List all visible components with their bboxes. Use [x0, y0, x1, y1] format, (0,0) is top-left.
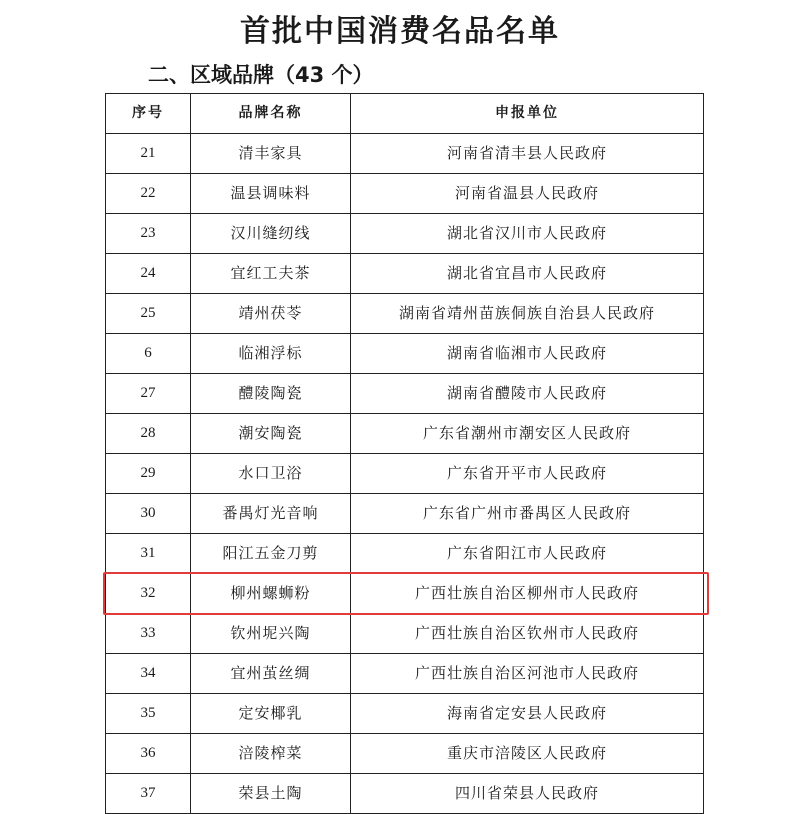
brand-name-cell: 番禺灯光音响 — [191, 494, 351, 534]
brand-name-cell: 清丰家具 — [191, 134, 351, 174]
table-row — [106, 374, 704, 414]
row-number-cell: 36 — [106, 734, 191, 774]
applicant-org-cell: 广东省开平市人民政府 — [351, 454, 704, 494]
table-row — [106, 534, 704, 574]
brand-name-cell: 潮安陶瓷 — [191, 414, 351, 454]
section-title: 二、区域品牌（43 个） — [148, 63, 374, 87]
applicant-org-cell: 广西壮族自治区河池市人民政府 — [351, 654, 704, 694]
applicant-org-cell: 湖南省临湘市人民政府 — [351, 334, 704, 374]
brand-name-cell: 宜红工夫茶 — [191, 254, 351, 294]
brand-name-cell: 柳州螺蛳粉 — [191, 574, 351, 614]
table-row — [106, 174, 704, 214]
brand-name-cell: 临湘浮标 — [191, 334, 351, 374]
applicant-org-cell: 广东省阳江市人民政府 — [351, 534, 704, 574]
applicant-org-cell: 河南省清丰县人民政府 — [351, 134, 704, 174]
row-number-cell: 24 — [106, 254, 191, 294]
applicant-org-cell: 湖南省靖州苗族侗族自治县人民政府 — [351, 294, 704, 334]
brand-name-cell: 宜州茧丝绸 — [191, 654, 351, 694]
brand-name-cell: 荣县土陶 — [191, 774, 351, 814]
brand-table — [105, 93, 704, 814]
applicant-org-cell: 重庆市涪陵区人民政府 — [351, 734, 704, 774]
table-row — [106, 734, 704, 774]
brand-name-cell: 阳江五金刀剪 — [191, 534, 351, 574]
row-number-cell: 35 — [106, 694, 191, 734]
row-number-cell: 28 — [106, 414, 191, 454]
row-number-cell: 33 — [106, 614, 191, 654]
applicant-org-cell: 四川省荣县人民政府 — [351, 774, 704, 814]
brand-name-cell: 定安椰乳 — [191, 694, 351, 734]
applicant-org-cell: 湖北省宜昌市人民政府 — [351, 254, 704, 294]
table-row — [106, 134, 704, 174]
table-row — [106, 654, 704, 694]
applicant-org-cell: 湖北省汉川市人民政府 — [351, 214, 704, 254]
row-number-cell: 6 — [106, 334, 191, 374]
applicant-org-cell: 河南省温县人民政府 — [351, 174, 704, 214]
row-number-cell: 27 — [106, 374, 191, 414]
brand-name-cell: 汉川缝纫线 — [191, 214, 351, 254]
applicant-org-cell: 湖南省醴陵市人民政府 — [351, 374, 704, 414]
table-row — [106, 254, 704, 294]
table-row — [106, 694, 704, 734]
table-row — [106, 454, 704, 494]
table-row — [106, 334, 704, 374]
row-number-cell: 37 — [106, 774, 191, 814]
brand-name-cell: 涪陵榨菜 — [191, 734, 351, 774]
table-row — [106, 494, 704, 534]
row-number-cell: 22 — [106, 174, 191, 214]
table-row — [106, 614, 704, 654]
table-row — [106, 574, 704, 614]
row-number-cell: 30 — [106, 494, 191, 534]
table-row — [106, 414, 704, 454]
header-applicant-org: 申报单位 — [351, 94, 704, 134]
applicant-org-cell: 海南省定安县人民政府 — [351, 694, 704, 734]
applicant-org-cell: 广东省广州市番禺区人民政府 — [351, 494, 704, 534]
row-number-cell: 31 — [106, 534, 191, 574]
brand-name-cell: 醴陵陶瓷 — [191, 374, 351, 414]
document-title: 首批中国消费名品名单 — [240, 14, 560, 49]
brand-name-cell: 水口卫浴 — [191, 454, 351, 494]
table-row — [106, 774, 704, 814]
row-number-cell: 29 — [106, 454, 191, 494]
applicant-org-cell: 广东省潮州市潮安区人民政府 — [351, 414, 704, 454]
row-number-cell: 21 — [106, 134, 191, 174]
row-number-cell: 25 — [106, 294, 191, 334]
header-brand-name: 品牌名称 — [191, 94, 351, 134]
row-number-cell: 32 — [106, 574, 191, 614]
applicant-org-cell: 广西壮族自治区钦州市人民政府 — [351, 614, 704, 654]
table-row — [106, 294, 704, 334]
row-number-cell: 34 — [106, 654, 191, 694]
brand-name-cell: 温县调味料 — [191, 174, 351, 214]
table-row — [106, 214, 704, 254]
table-header-row — [106, 94, 704, 134]
brand-name-cell: 钦州坭兴陶 — [191, 614, 351, 654]
applicant-org-cell: 广西壮族自治区柳州市人民政府 — [351, 574, 704, 614]
brand-name-cell: 靖州茯苓 — [191, 294, 351, 334]
header-number: 序号 — [106, 94, 191, 134]
row-number-cell: 23 — [106, 214, 191, 254]
